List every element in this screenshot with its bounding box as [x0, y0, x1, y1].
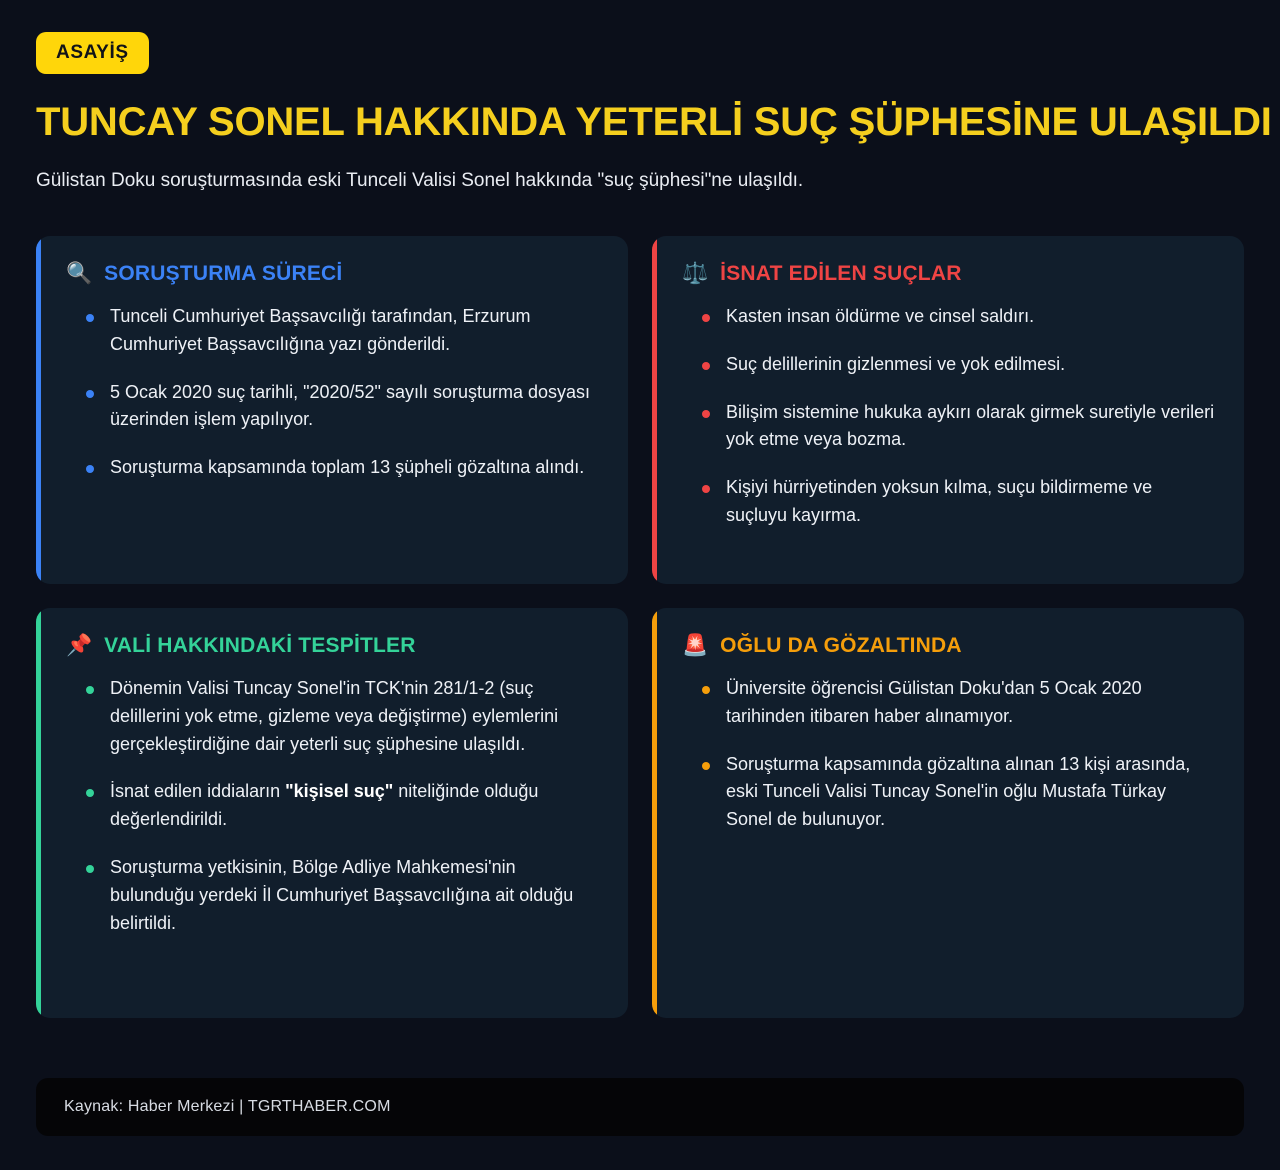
list-item: Kasten insan öldürme ve cinsel saldırı.: [700, 303, 1216, 331]
pushpin-icon: 📌: [66, 633, 93, 657]
card-title: İSNAT EDİLEN SUÇLAR: [720, 261, 962, 285]
bullet-list: [682, 675, 1216, 834]
police-light-icon: 🚨: [682, 633, 709, 657]
card-title: VALİ HAKKINDAKİ TESPİTLER: [104, 633, 416, 657]
card-header: [682, 634, 1216, 657]
card-isnat-edilen-suclar: [652, 236, 1244, 584]
list-item: Soruşturma kapsamında toplam 13 şüpheli gözaltına alındı.: [84, 454, 600, 482]
bullet-list: [66, 675, 600, 938]
footer-bar: [36, 1078, 1244, 1136]
card-vali-hakkindaki-tespitler: [36, 608, 628, 1018]
list-item: Soruşturma yetkisinin, Bölge Adliye Mahkemesi'nin bulunduğu yerdeki İl Cumhuriyet Başsavcılığına ait olduğu belirtildi.: [84, 854, 600, 938]
list-item: Üniversite öğrencisi Gülistan Doku'dan 5 Ocak 2020 tarihinden itibaren haber alınamıyor.: [700, 675, 1216, 731]
list-item: Kişiyi hürriyetinden yoksun kılma, suçu bildirmeme ve suçluyu kayırma.: [700, 474, 1216, 530]
card-header: [682, 262, 1216, 285]
list-item: Suç delillerinin gizlenmesi ve yok edilmesi.: [700, 351, 1216, 379]
magnifying-glass-icon: 🔍: [66, 261, 93, 285]
bullet-list: [682, 303, 1216, 530]
category-badge: ASAYİŞ: [36, 32, 149, 74]
source-text: Kaynak: Haber Merkezi | TGRTHABER.COM: [64, 1098, 391, 1115]
card-title: SORUŞTURMA SÜRECİ: [104, 261, 343, 285]
list-item: Tunceli Cumhuriyet Başsavcılığı tarafından, Erzurum Cumhuriyet Başsavcılığına yazı gönderildi.: [84, 303, 600, 359]
balance-scale-icon: ⚖️: [682, 261, 709, 285]
card-header: [66, 634, 600, 657]
list-item: İsnat edilen iddiaların "kişisel suç" niteliğinde olduğu değerlendirildi.: [84, 778, 600, 834]
list-item: 5 Ocak 2020 suç tarihli, "2020/52" sayılı soruşturma dosyası üzerinden işlem yapılıyor.: [84, 379, 600, 435]
list-item: Soruşturma kapsamında gözaltına alınan 13 kişi arasında, eski Tunceli Valisi Tuncay Sonel'in oğlu Mustafa Türkay Sonel de bulunuyor.: [700, 751, 1216, 835]
list-item: Dönemin Valisi Tuncay Sonel'in TCK'nin 281/1-2 (suç delillerini yok etme, gizleme veya değiştirme) eylemlerini gerçekleştirdiğine dair yeterli suç şüphesine ulaşıldı.: [84, 675, 600, 759]
card-sorusturma-sureci: [36, 236, 628, 584]
cards-grid: [36, 236, 1244, 1018]
list-item: Bilişim sistemine hukuka aykırı olarak girmek suretiyle verileri yok etme veya bozma.: [700, 399, 1216, 455]
bullet-list: [66, 303, 600, 482]
card-oglu-da-gozaltinda: [652, 608, 1244, 1018]
card-header: [66, 262, 600, 285]
page-subtitle: Gülistan Doku soruşturmasında eski Tunceli Valisi Sonel hakkında "suç şüphesi"ne ulaşıldı.: [36, 170, 804, 191]
page-title: TUNCAY SONEL HAKKINDA YETERLİ SUÇ ŞÜPHESİNE ULAŞILDI: [36, 100, 1272, 144]
card-title: OĞLU DA GÖZALTINDA: [720, 633, 962, 657]
